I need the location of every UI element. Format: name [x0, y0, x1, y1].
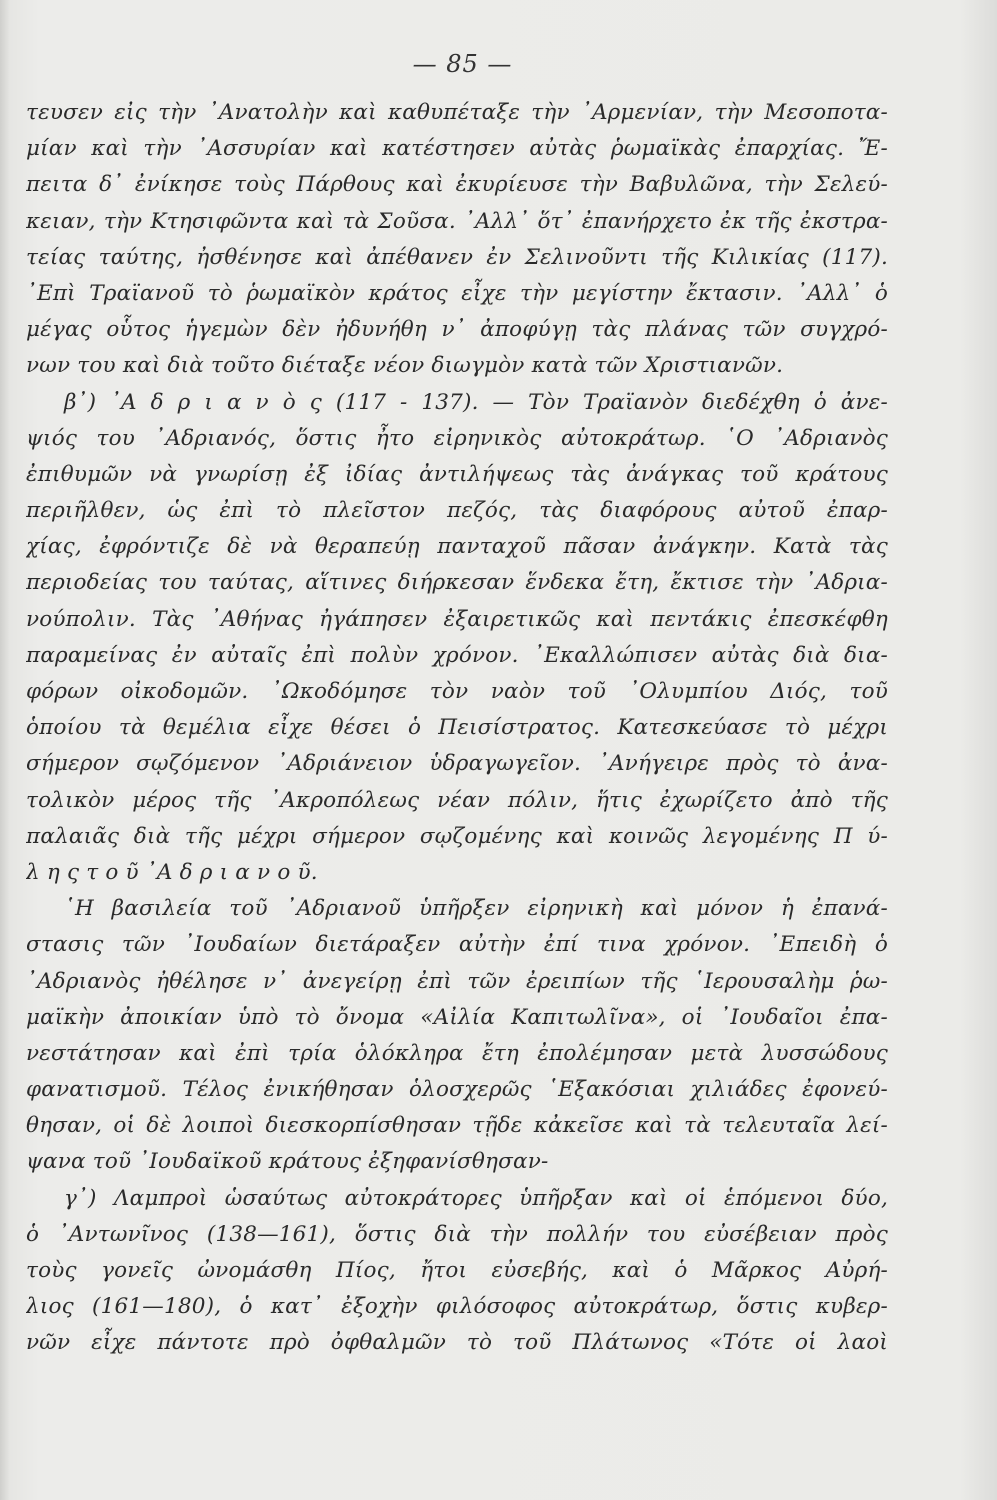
- text-line: μέγας οὗτος ἡγεμὼν δὲν ἠδυνήθη ν᾿ ἀποφύγῃ τὰς πλάνας τῶν συγχρό-: [26, 317, 888, 343]
- text-line: μαϊκὴν ἀποικίαν ὑπὸ τὸ ὄνομα «Αἰλία Καπιτωλῖνα», οἱ ᾿Ιουδαῖοι ἐπα-: [26, 1004, 888, 1030]
- text-line: μίαν καὶ τὴν ᾿Ασσυρίαν καὶ κατέστησεν αὐτὰς ῥωμαϊκὰς ἐπαρχίας. Ἔ-: [26, 136, 888, 162]
- text-line: φόρων οἰκοδομῶν. ᾿Ωκοδόμησε τὸν ναὸν τοῦ ᾿Ολυμπίου Διός, τοῦ: [26, 679, 888, 704]
- text-line: τολικὸν μέρος τῆς ᾿Ακροπόλεως νέαν πόλιν, ἥτις ἐχωρίζετο ἀπὸ τῆς: [26, 787, 888, 813]
- text-line: ᾿Επὶ Τραϊανοῦ τὸ ῥωμαϊκὸν κράτος εἶχε τὴν μεγίστην ἔκτασιν. ᾿Αλλ᾿ ὁ: [26, 280, 888, 306]
- text-line: πειτα δ᾿ ἐνίκησε τοὺς Πάρθους καὶ ἐκυρίευσε τὴν Βαβυλῶνα, τὴν Σελεύ-: [26, 172, 888, 198]
- text-line: νῶν εἶχε πάντοτε πρὸ ὀφθαλμῶν τὸ τοῦ Πλάτωνος «Τότε οἱ λαοὶ: [26, 1330, 888, 1356]
- text-line: ἐπιθυμῶν νὰ γνωρίσῃ ἐξ ἰδίας ἀντιλήψεως τὰς ἀνάγκας τοῦ κράτους: [26, 461, 888, 487]
- text-line: τείας ταύτης, ἠσθένησε καὶ ἀπέθανεν ἐν Σελινοῦντι τῆς Κιλικίας (117).: [26, 244, 888, 270]
- text-line: περιοδείας του ταύτας, αἵτινες διήρκεσαν ἕνδεκα ἔτη, ἔκτισε τὴν ᾿Αδρια-: [26, 570, 888, 596]
- text-line: παραμείνας ἐν αὐταῖς ἐπὶ πολὺν χρόνον. ᾿Εκαλλώπισεν αὐτὰς διὰ δια-: [26, 642, 888, 668]
- body-text: [26, 95, 888, 1362]
- text-line: νούπολιν. Τὰς ᾿Αθήνας ἠγάπησεν ἐξαιρετικῶς καὶ πεντάκις ἐπεσκέφθη: [26, 606, 888, 632]
- text-line: παλαιᾶς διὰ τῆς μέχρι σήμερον σῳζομένης καὶ κοινῶς λεγομένης Π ύ-: [26, 823, 888, 849]
- text-line: νων του καὶ διὰ τοῦτο διέταξε νέον διωγμὸν κατὰ τῶν Χριστιανῶν.: [26, 353, 784, 379]
- text-line: θησαν, οἱ δὲ λοιποὶ διεσκορπίσθησαν τῇδε κἀκεῖσε καὶ τὰ τελευταῖα λεί-: [26, 1113, 888, 1139]
- text-line: ᾿Αδριανὸς ἠθέλησε ν᾿ ἀνεγείρῃ ἐπὶ τῶν ἐρειπίων τῆς ῾Ιερουσαλὴμ ῥω-: [26, 968, 888, 994]
- text-line: ὁποίου τὰ θεμέλια εἶχε θέσει ὁ Πεισίστρατος. Κατεσκεύασε τὸ μέχρι: [26, 715, 888, 741]
- text-line: λιος (161—180), ὁ κατ᾿ ἐξοχὴν φιλόσοφος αὐτοκράτωρ, ὅστις κυβερ-: [26, 1294, 888, 1320]
- text-line: ψανα τοῦ ᾿Ιουδαϊκοῦ κράτους ἐξηφανίσθησαν-: [26, 1149, 549, 1175]
- page-number: — 85 —: [412, 50, 513, 78]
- text-line: στασις τῶν ᾿Ιουδαίων διετάραξεν αὐτὴν ἐπί τινα χρόνον. ᾿Επειδὴ ὁ: [26, 932, 888, 958]
- text-line: περιῆλθεν, ὡς ἐπὶ τὸ πλεῖστον πεζός, τὰς διαφόρους αὐτοῦ ἐπαρ-: [26, 498, 888, 524]
- text-line: κειαν, τὴν Κτησιφῶντα καὶ τὰ Σοῦσα. ᾿Αλλ᾿ ὅτ᾿ ἐπανήρχετο ἐκ τῆς ἐκστρα-: [26, 208, 888, 234]
- text-line: χίας, ἐφρόντιζε δὲ νὰ θεραπεύῃ πανταχοῦ πᾶσαν ἀνάγκην. Κατὰ τὰς: [26, 534, 888, 560]
- text-line: τευσεν εἰς τὴν ᾿Ανατολὴν καὶ καθυπέταξε τὴν ᾿Αρμενίαν, τὴν Μεσοποτα-: [26, 100, 888, 125]
- text-line: λ η ς τ ο ῦ ᾿Α δ ρ ι α ν ο ῦ.: [26, 859, 318, 885]
- text-line: τοὺς γονεῖς ὠνομάσθη Πίος, ἤτοι εὐσεβής, καὶ ὁ Μᾶρκος Αὐρή-: [26, 1258, 888, 1283]
- text-line: γ᾿) Λαμπροὶ ὡσαύτως αὐτοκράτορες ὑπῆρξαν καὶ οἱ ἑπόμενοι δύο,: [64, 1185, 888, 1211]
- text-line: νεστάτησαν καὶ ἐπὶ τρία ὁλόκληρα ἔτη ἐπολέμησαν μετὰ λυσσώδους: [26, 1040, 888, 1066]
- text-line: ῾Η βασιλεία τοῦ ᾿Αδριανοῦ ὑπῆρξεν εἰρηνικὴ καὶ μόνον ἡ ἐπανά-: [64, 896, 888, 922]
- text-line: ὁ ᾿Αντωνῖνος (138—161), ὅστις διὰ τὴν πολλήν του εὐσέβειαν πρὸς: [26, 1221, 888, 1247]
- text-line: β᾿) ᾿Α δ ρ ι α ν ὸ ς (117 - 137). — Τὸν Τραϊανὸν διεδέχθη ὁ ἀνε-: [64, 389, 888, 415]
- text-line: σήμερον σῳζόμενον ᾿Αδριάνειον ὑδραγωγεῖον. ᾿Ανήγειρε πρὸς τὸ ἀνα-: [26, 751, 888, 777]
- text-line: φανατισμοῦ. Τέλος ἐνικήθησαν ὁλοσχερῶς ῾Εξακόσιαι χιλιάδες ἐφονεύ-: [26, 1077, 888, 1103]
- text-line: ψιός του ᾿Αδριανός, ὅστις ἦτο εἰρηνικὸς αὐτοκράτωρ. ῾Ο ᾿Αδριανὸς: [26, 425, 888, 451]
